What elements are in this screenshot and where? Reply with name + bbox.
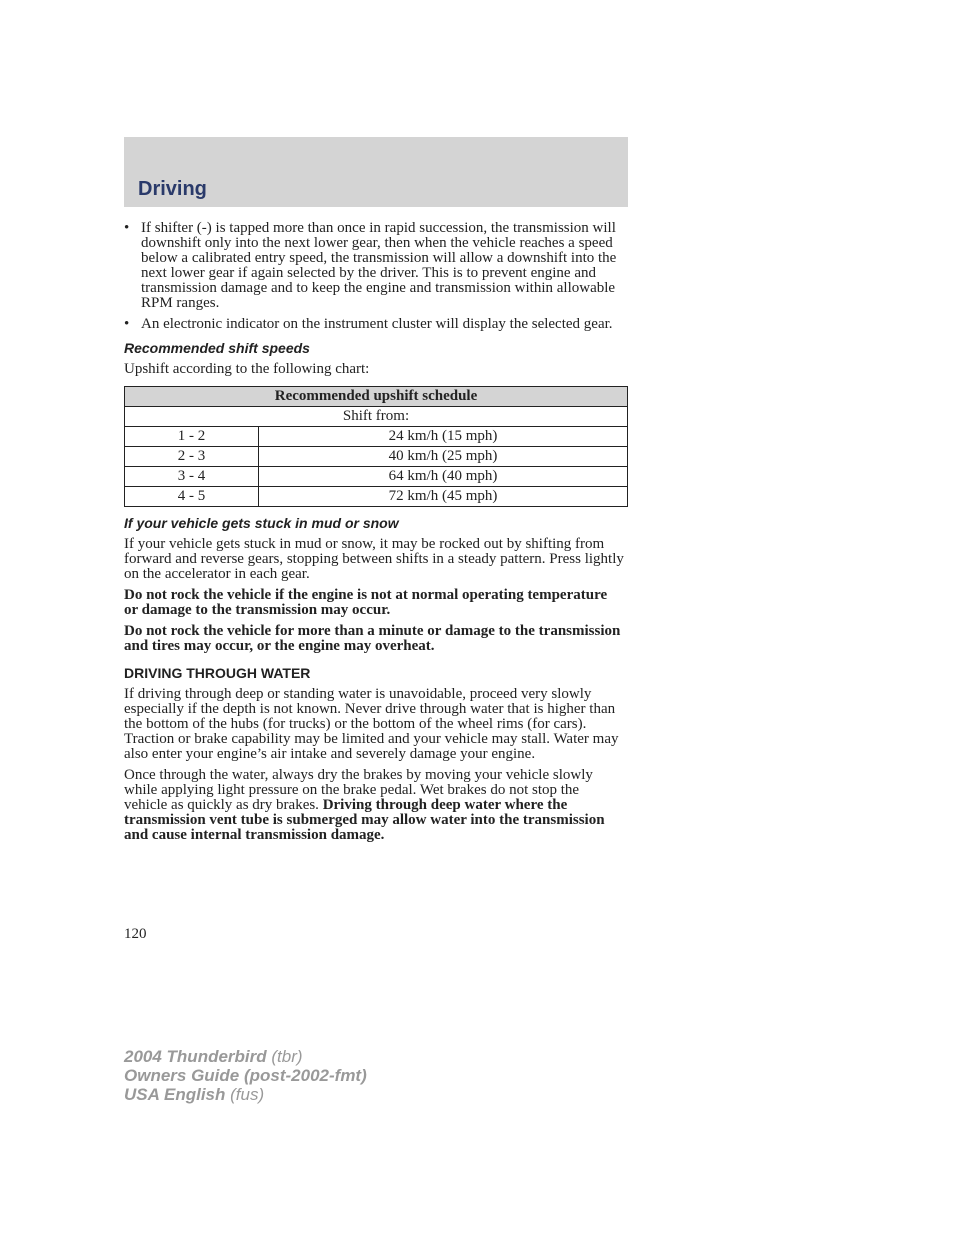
section-title: Driving xyxy=(138,178,207,200)
speed-cell: 24 km/h (15 mph) xyxy=(259,427,628,447)
gear-cell: 2 - 3 xyxy=(125,447,259,467)
bullet-item xyxy=(124,317,624,332)
shift-speeds-intro: Upshift according to the following chart: xyxy=(124,361,370,377)
page-number: 120 xyxy=(124,926,147,942)
bullet-text: If shifter (-) is tapped more than once in rapid succession, the transmission will downshift only into the next lower gear, then when the vehicle reaches a speed below a calibrated entry speed, the transmission will allow a downshift into the next lower gear if again selected by the driver. This is to prevent engine and transmission damage and to keep the engine and transmission within allowable RPM ranges. xyxy=(141,220,617,311)
table-title: Recommended upshift schedule xyxy=(125,387,628,407)
footer-line-1 xyxy=(124,1047,367,1066)
footer-line-3 xyxy=(124,1085,367,1104)
speed-cell: 72 km/h (45 mph) xyxy=(259,487,628,507)
footer-language: USA English xyxy=(124,1085,226,1104)
speed-cell: 40 km/h (25 mph) xyxy=(259,447,628,467)
bullet-item xyxy=(124,221,624,311)
gear-cell: 4 - 5 xyxy=(125,487,259,507)
section-header-band xyxy=(124,137,628,207)
table-subheader: Shift from: xyxy=(125,407,628,427)
document-footer xyxy=(124,1047,367,1104)
footer-model: 2004 Thunderbird xyxy=(124,1047,267,1066)
table-row xyxy=(125,447,628,467)
footer-line-2: Owners Guide (post-2002-fmt) xyxy=(124,1066,367,1085)
water-body-1: If driving through deep or standing water is unavoidable, proceed very slowly especially if the depth is not known. Never drive through water that is higher than the bottom of the hubs (for trucks) or the bottom of the wheel rims (for cars). Traction or brake capability may be limited and your vehicle may stall. Water may also enter your engine’s air intake and severely damage your engine. xyxy=(124,686,619,762)
footer-model-code: (tbr) xyxy=(271,1047,303,1066)
gear-cell: 1 - 2 xyxy=(125,427,259,447)
table-row xyxy=(125,487,628,507)
water-body-2-plain: Once through the water, always dry the brakes by moving your vehicle slowly while applying light pressure on the brake pedal. Wet brakes do not stop the vehicle as quickly as dry brakes. xyxy=(124,767,593,813)
stuck-heading: If your vehicle gets stuck in mud or snow xyxy=(124,515,399,531)
stuck-warning-1: Do not rock the vehicle if the engine is not at normal operating temperature or damage to the transmission may occur. xyxy=(124,587,608,618)
bullet-dot-icon: • xyxy=(124,220,130,236)
gear-cell: 3 - 4 xyxy=(125,467,259,487)
footer-language-code: (fus) xyxy=(230,1085,265,1104)
water-body-2 xyxy=(124,768,624,843)
water-heading: DRIVING THROUGH WATER xyxy=(124,665,311,681)
bullet-text: An electronic indicator on the instrument cluster will display the selected gear. xyxy=(141,316,613,332)
bullet-dot-icon: • xyxy=(124,316,130,332)
speed-cell: 64 km/h (40 mph) xyxy=(259,467,628,487)
stuck-warning-2: Do not rock the vehicle for more than a minute or damage to the transmission and tires may occur, or the engine may overheat. xyxy=(124,623,621,654)
table-row xyxy=(125,467,628,487)
shift-speeds-heading: Recommended shift speeds xyxy=(124,340,310,356)
table-row xyxy=(125,427,628,447)
water-body-2-warning: Driving through deep water where the transmission vent tube is submerged may allow water into the transmission and cause internal transmission damage. xyxy=(124,797,605,843)
page-content xyxy=(124,221,624,849)
stuck-body: If your vehicle gets stuck in mud or snow, it may be rocked out by shifting from forward and reverse gears, stopping between shifts in a steady pattern. Press lightly on the accelerator in each gear. xyxy=(124,536,624,582)
upshift-schedule-table xyxy=(124,386,628,507)
